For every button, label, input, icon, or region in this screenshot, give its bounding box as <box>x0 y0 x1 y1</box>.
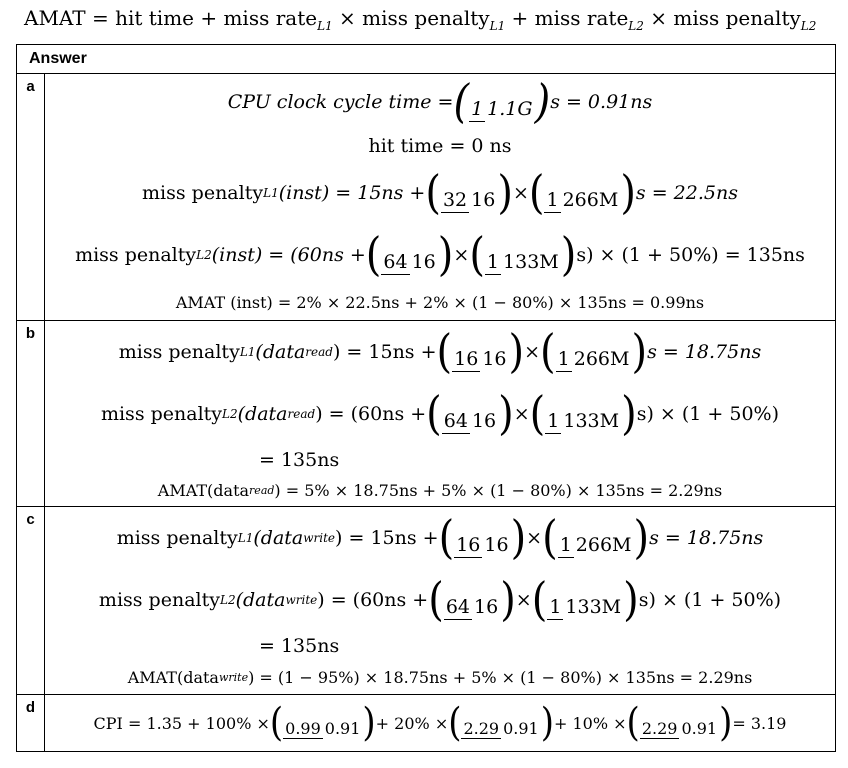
formula-title: AMAT = hit time + miss rate$_{L1}$ × miss penalty$_{L1}$ + miss rate$_{L2}$ × miss penalty$_{L2}$ <box>24 6 817 33</box>
row-label: a <box>17 74 45 320</box>
answer-table <box>16 44 836 752</box>
equation-line: AMAT(data write ) = (1 − 95%) × 18.75ns + 5% × (1 − 80%) × 135ns = 2.29ns <box>127 668 753 687</box>
equation-line: = 135ns <box>259 449 340 471</box>
row-label: b <box>17 321 45 506</box>
row-d <box>17 695 835 751</box>
equation-line: AMAT(data read ) = 5% × 18.75ns + 5% × (1 − 80%) × 135ns = 2.29ns <box>157 481 723 500</box>
equation-line: miss penalty L2 (inst) = (60ns + ( 64 16) × ( 1 133M) s) × (1 + 50%) = 135ns <box>75 228 805 282</box>
row-content <box>45 695 835 751</box>
row-b <box>17 321 835 507</box>
equation-line: AMAT (inst) = 2% × 22.5ns + 2% × (1 − 80%) × 135ns = 0.99ns <box>175 292 705 312</box>
equation-line: CPU clock cycle time = ( 1 1.1G) s = 0.91ns <box>227 75 653 129</box>
equation-line: = 135ns <box>259 635 340 657</box>
equation-line: miss penalty L1 (inst) = 15ns + ( 32 16) × ( 1 266M) s = 22.5ns <box>142 166 738 220</box>
row-content <box>45 507 835 694</box>
equation-line: miss penalty L2 (data read ) = (60ns + ( 64 16) × ( 1 133M) s) × (1 + 50%) <box>100 387 780 441</box>
equation-line: miss penalty L1 (data read ) = 15ns + ( 16 16) × ( 1 266M) s = 18.75ns <box>118 325 762 379</box>
row-a <box>17 74 835 321</box>
equation-line: hit time = 0 ns <box>368 135 512 157</box>
equation-line: miss penalty L1 (data write ) = 15ns + ( 16 16) × ( 1 266M) s = 18.75ns <box>116 511 764 565</box>
row-content <box>45 321 835 506</box>
row-label: c <box>17 507 45 694</box>
table-header: Answer <box>17 45 835 74</box>
row-content <box>45 74 835 320</box>
row-label: d <box>17 695 45 751</box>
equation-line: CPI = 1.35 + 100% × ( 0.99 0.91) + 20% × ( 2.29 0.91) + 10% × ( 2.29 0.91) = 3.19 <box>93 700 787 746</box>
row-c <box>17 507 835 695</box>
equation-line: miss penalty L2 (data write ) = (60ns + ( 64 16) × ( 1 133M) s) × (1 + 50%) <box>98 573 782 627</box>
